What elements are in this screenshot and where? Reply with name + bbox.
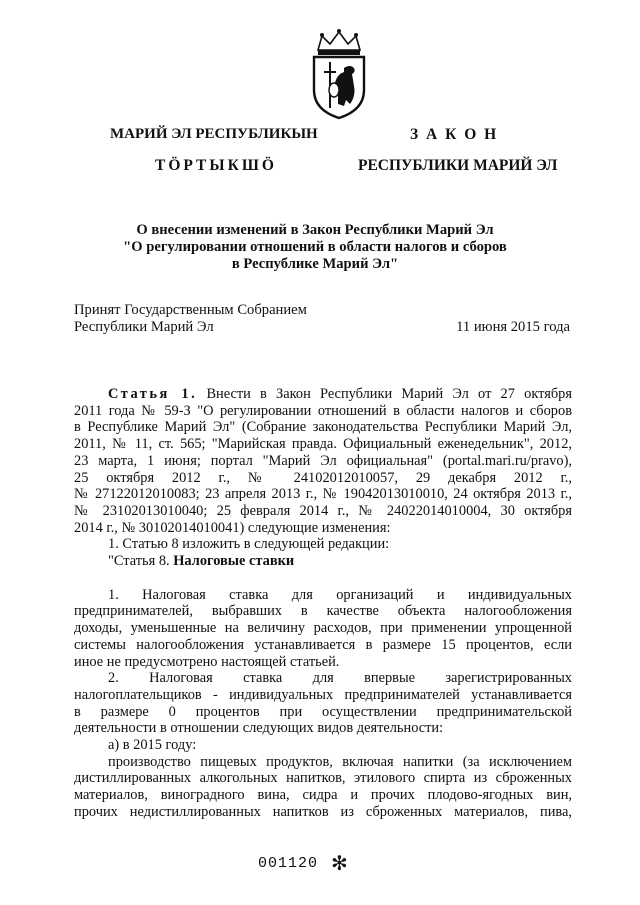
header-left-line1: МАРИЙ ЭЛ РЕСПУБЛИКЫН	[110, 126, 318, 142]
p4-line: производство пищевых продуктов, включая напитки (за исключением	[108, 753, 572, 770]
article-line: Внести в Закон Республики Марий Эл от 27 октября	[206, 386, 572, 402]
p2-line: деятельности в отношении следующих видов деятельности:	[74, 720, 444, 737]
law-title	[60, 222, 570, 273]
article-line: 2011, № 11, ст. 565; "Марийская правда. Официальный еженедельник", 2012,	[74, 436, 572, 453]
adopted-line1: Принят Государственным Собранием	[74, 302, 307, 318]
p1-line: предпринимателей, выбравших в качестве объекта налогообложения	[74, 603, 572, 620]
article-body	[74, 386, 572, 821]
p1-line: системы налогообложения устанавливается в размере 15 процентов, если	[74, 636, 572, 653]
p2-line: в размере 0 процентов при осуществлении предпринимательской	[74, 703, 572, 720]
law-title-line3: в Республике Марий Эл"	[231, 256, 399, 272]
quote-prefix: "Статья 8.	[108, 553, 170, 570]
article-line: 2014 г., № 30102014010041) следующие изменения:	[74, 519, 391, 536]
item-1: 1. Статью 8 изложить в следующей редакции:	[108, 536, 390, 553]
article-line: в Республике Марий Эл" (Собрание законодательства Республики Марий Эл,	[74, 419, 572, 436]
header-right-line1: З А К О Н	[410, 126, 499, 143]
p1-line: доходы, уменьшенные на величину расходов, при применении упрощенной	[74, 620, 572, 637]
article-line: 23 марта, 1 июня; портал "Марий Эл официальная" (portal.mari.ru/pravo),	[74, 452, 572, 469]
article-line: 25 октября 2012 г., № 24102012010057, 29 декабря 2012 г.,	[74, 469, 572, 486]
p2-line: налогоплательщиков - индивидуальных предпринимателей устанавливается	[74, 686, 572, 703]
header-left-line2: ТӦРТЫКШӦ	[155, 157, 277, 174]
coat-of-arms-icon	[304, 28, 374, 120]
asterisk-mark: ✻	[331, 851, 348, 875]
p2-line: 2. Налоговая ставка для впервые зарегистрированных	[108, 670, 572, 687]
header-right-line2: РЕСПУБЛИКИ МАРИЙ ЭЛ	[358, 157, 558, 174]
p4-line: дистиллированных алкогольных напитков, этилового спирта из сброженных	[74, 770, 572, 787]
adopted-line2: Республики Марий Эл	[74, 319, 214, 335]
adoption-date: 11 июня 2015 года	[456, 319, 570, 335]
article-label: Статья 1.	[108, 386, 198, 402]
p1-line: иное не предусмотрено настоящей статьей.	[74, 653, 340, 670]
law-title-line1: О внесении изменений в Закон Республики Марий Эл	[136, 222, 494, 238]
p3: а) в 2015 году:	[108, 737, 197, 754]
article-line: № 23102013010040; 25 февраля 2014 г., № 24022014010004, 30 октября	[74, 502, 572, 519]
document-number: 001120	[258, 855, 319, 872]
p1-line: 1. Налоговая ставка для организаций и индивидуальных	[108, 586, 572, 603]
quote-title: Налоговые ставки	[173, 553, 295, 570]
article-line: 2011 года № 59-З "О регулировании отношений в области налогов и сборов	[74, 402, 572, 419]
p4-line: прочих недистиллированных напитков из сброженных материалов, пива,	[74, 803, 572, 820]
article-line: № 27122012010083; 23 апреля 2013 г., № 19042013010010, 24 октября 2013 г.,	[74, 486, 572, 503]
p4-line: материалов, виноградного вина, сидра и прочих плодово-ягодных вин,	[74, 787, 572, 804]
law-title-line2: "О регулировании отношений в области налогов и сборов	[123, 239, 507, 255]
